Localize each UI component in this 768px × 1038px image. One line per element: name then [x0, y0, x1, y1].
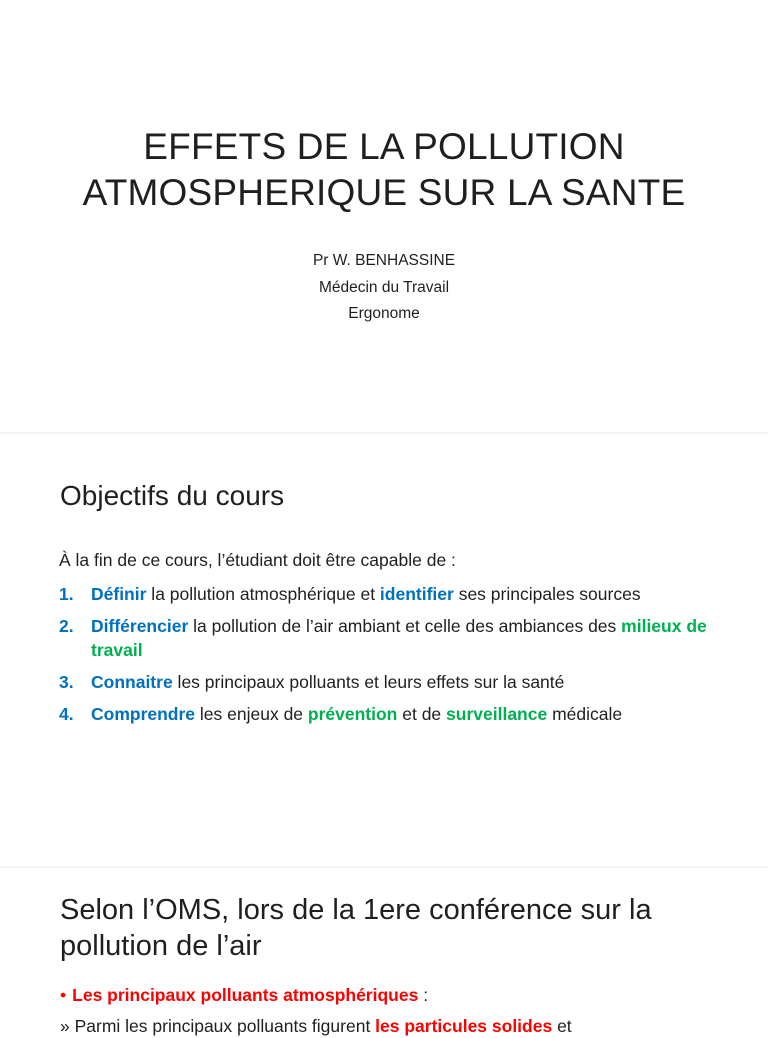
- objective-keyword: Comprendre: [91, 704, 196, 724]
- author-role-1: Médecin du Travail: [318, 278, 450, 296]
- oms-bullet-rest: :: [418, 985, 429, 1005]
- objective-number: 3.: [59, 672, 74, 692]
- objective-text: la pollution de l’air ambiant et celle des ambiances des: [188, 616, 622, 636]
- oms-heading: [60, 892, 740, 964]
- objectives-list: [59, 582, 719, 734]
- objective-keyword: prévention: [307, 704, 398, 724]
- objective-item: [59, 582, 719, 606]
- title-slide: [0, 0, 768, 432]
- oms-heading-line-1: Selon l’OMS, lors de la 1ere conférence sur la: [60, 894, 652, 926]
- oms-bullet-bold: Les principaux polluants atmosphériques: [72, 985, 419, 1005]
- objectives-heading: Objectifs du cours: [60, 480, 285, 511]
- objective-item: [59, 614, 719, 662]
- oms-cut-plain: » Parmi les principaux polluants figurent: [60, 1016, 376, 1036]
- oms-bullet: [60, 983, 428, 1007]
- author-name: Pr W. BENHASSINE: [312, 252, 456, 269]
- bullet-dot-icon: •: [60, 985, 67, 1005]
- objective-text: la pollution atmosphérique et: [146, 584, 380, 604]
- objective-text: ses principales sources: [453, 584, 641, 604]
- author-block: [0, 248, 768, 328]
- objective-keyword: Définir: [91, 584, 147, 604]
- objective-text: les enjeux de: [195, 704, 308, 724]
- oms-cut-red: les particules solides: [375, 1016, 553, 1036]
- objective-number: 2.: [59, 616, 74, 636]
- oms-cut-end: et: [552, 1016, 572, 1036]
- objective-number: 1.: [59, 584, 74, 604]
- objectives-intro: À la fin de ce cours, l’étudiant doit être capable de :: [59, 550, 456, 570]
- objective-item: [59, 670, 719, 694]
- objective-keyword: Différencier: [91, 616, 189, 636]
- objective-text: et de: [397, 704, 447, 724]
- oms-cut-line: [60, 1014, 760, 1038]
- objective-text: les principaux polluants et leurs effets sur la santé: [172, 672, 565, 692]
- title-line-2: ATMOSPHERIQUE SUR LA SANTE: [82, 172, 686, 213]
- objective-keyword: Connaitre: [91, 672, 173, 692]
- author-role-2: Ergonome: [348, 305, 420, 322]
- objective-item: [59, 702, 719, 726]
- oms-heading-line-2: pollution de l’air: [60, 930, 262, 962]
- objective-text: médicale: [547, 704, 623, 724]
- objective-keyword: milieux de travail: [91, 616, 707, 660]
- objective-keyword: surveillance: [446, 704, 548, 724]
- objective-keyword: identifier: [379, 584, 454, 604]
- title-line-1: EFFETS DE LA POLLUTION: [143, 126, 625, 167]
- objective-number: 4.: [59, 704, 74, 724]
- presentation-title: [0, 124, 768, 216]
